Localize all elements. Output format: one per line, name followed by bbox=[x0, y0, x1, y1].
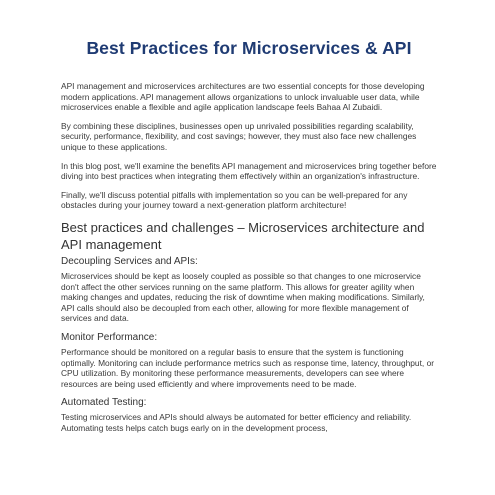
intro-paragraph: API management and microservices architectures are two essential concepts for those developing modern applications. API management allows organizations to unlock invaluable user data, while microservices enable a flexible and agile application landscape feels Bahaa Al Zubaidi. bbox=[61, 81, 425, 113]
intro-paragraph: In this blog post, we'll examine the benefits API management and microservices bring together before diving into best practices when integrating them effectively within an organization's infrastructure. bbox=[61, 160, 437, 182]
intro-paragraph: Finally, we'll discuss potential pitfalls with implementation so you can be well-prepared for any obstacles during your journey toward a next-generation platform architecture! bbox=[61, 189, 408, 211]
page-title: Best Practices for Microservices & API bbox=[86, 38, 412, 58]
subsection-heading-monitor-performance: Monitor Performance: bbox=[61, 331, 158, 343]
subsection-text-automated-testing: Testing microservices and APIs should always be automated for better efficiency and reliability. Automating tests helps catch bugs early on in the development process, bbox=[61, 412, 412, 433]
subsection-heading-decoupling: Decoupling Services and APIs: bbox=[61, 255, 198, 267]
subsection-text-decoupling: Microservices should be kept as loosely coupled as possible so that changes to one microservice don't affect the other services running on the same platform. This allows for greater agility when making changes and updates, reducing the risk of downtime when making modifications. Similarly, API calls should also be decoupled from each other, allowing for more flexible management of services and data. bbox=[61, 270, 425, 324]
subsection-text-monitor-performance: Performance should be monitored on a regular basis to ensure that the system is functioning optimally. Monitoring can include performance metrics such as response time, latency, throughput, or CPU utilization. By monitoring these performance measurements, developers can see where resources are being used efficiently and where improvements need to be made. bbox=[61, 346, 435, 389]
intro-paragraph: By combining these disciplines, businesses open up unrivaled possibilities regarding scalability, security, performance, flexibility, and cost savings; however, they must also face new challenges unique to these applications. bbox=[61, 120, 417, 152]
section-heading: Best practices and challenges – Microservices architecture and API management bbox=[61, 219, 425, 252]
subsection-heading-automated-testing: Automated Testing: bbox=[61, 397, 147, 409]
